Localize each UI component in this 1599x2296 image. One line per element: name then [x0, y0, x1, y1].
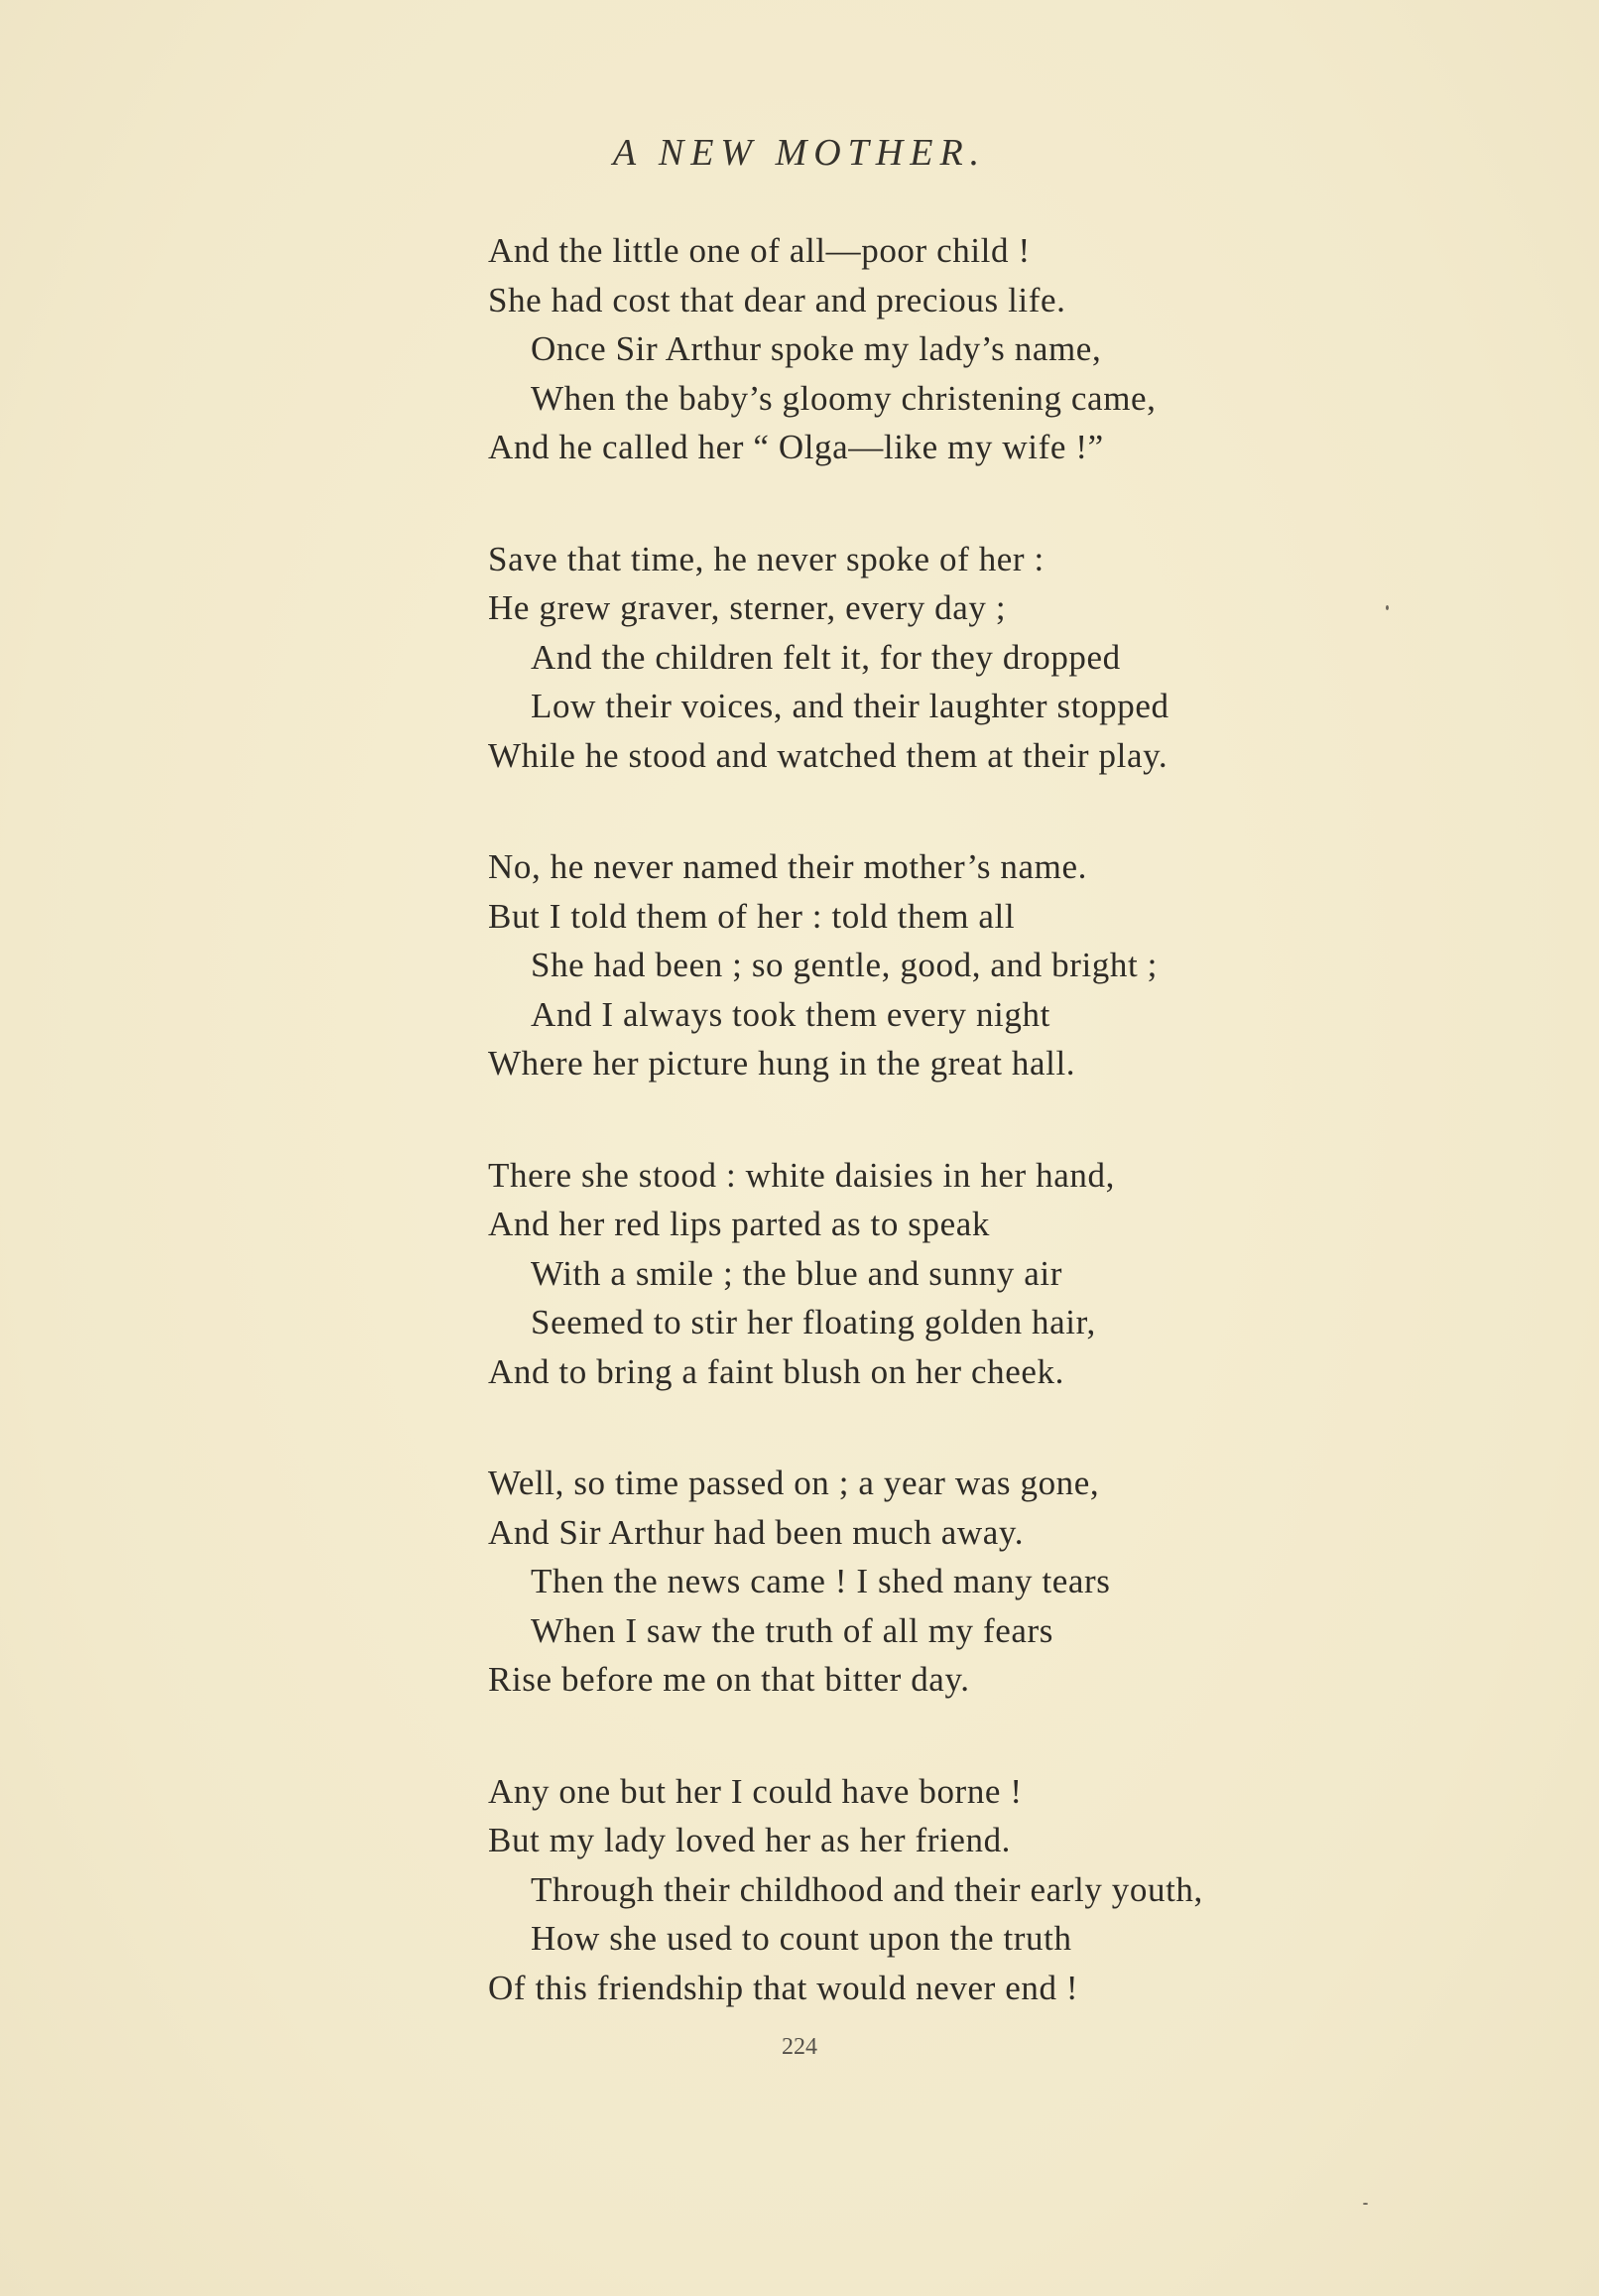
poem-line: There she stood : white daisies in her hand, [488, 1155, 1115, 1195]
poem-line: When the baby’s gloomy christening came, [531, 378, 1157, 418]
poem-line: Where her picture hung in the great hall. [488, 1044, 1076, 1083]
poem-line: With a smile ; the blue and sunny air [531, 1253, 1062, 1293]
poem-line: How she used to count upon the truth [531, 1919, 1072, 1958]
poem-body [488, 226, 1381, 2075]
poem-line: And her red lips parted as to speak [488, 1205, 990, 1243]
poem-line: Rise before me on that bitter day. [488, 1660, 970, 1699]
poem-line: She had been ; so gentle, good, and bright ; [531, 946, 1158, 984]
paper-speck [1386, 605, 1389, 610]
stanza [488, 226, 1381, 472]
poem-line: Well, so time passed on ; a year was gone, [488, 1464, 1100, 1502]
poem-line: Once Sir Arthur spoke my lady’s name, [531, 329, 1102, 368]
poem-line: And he called her “ Olga—like my wife !” [488, 428, 1104, 466]
poem-line: And the children felt it, for they dropped [531, 637, 1121, 677]
poem-line: And I always took them every night [531, 994, 1050, 1034]
poem-line: Of this friendship that would never end ! [488, 1968, 1079, 2007]
poem-line: And to bring a faint blush on her cheek. [488, 1351, 1064, 1391]
poem-line: He grew graver, sterner, every day ; [488, 588, 1007, 627]
poem-line: She had cost that dear and precious life. [488, 280, 1066, 319]
poem-line: Save that time, he never spoke of her : [488, 539, 1045, 578]
stanza [488, 1767, 1381, 2013]
poem-line: And the little one of all—poor child ! [488, 231, 1031, 270]
poem-line: When I saw the truth of all my fears [531, 1610, 1053, 1650]
poem-line: Low their voices, and their laughter stopped [531, 687, 1169, 725]
poem-line: But my lady loved her as her friend. [488, 1821, 1012, 1859]
poem-line: Seemed to stir her floating golden hair, [531, 1303, 1096, 1341]
running-head: A NEW MOTHER. [612, 132, 987, 174]
poem-line: And Sir Arthur had been much away. [488, 1512, 1025, 1552]
paper-speck [1363, 2203, 1368, 2205]
poem-line: Any one but her I could have borne ! [488, 1771, 1023, 1811]
poem-line: Then the news came ! I shed many tears [531, 1562, 1111, 1600]
poem-line: But I told them of her : told them all [488, 896, 1016, 936]
poem-line: No, he never named their mother’s name. [488, 847, 1087, 886]
poem-line: While he stood and watched them at their play. [488, 735, 1168, 775]
stanza [488, 535, 1381, 781]
page-number: 224 [782, 2034, 817, 2060]
poem-line: Through their childhood and their early youth, [531, 1869, 1203, 1909]
stanza [488, 1459, 1381, 1705]
stanza [488, 842, 1381, 1088]
stanza [488, 1151, 1381, 1397]
